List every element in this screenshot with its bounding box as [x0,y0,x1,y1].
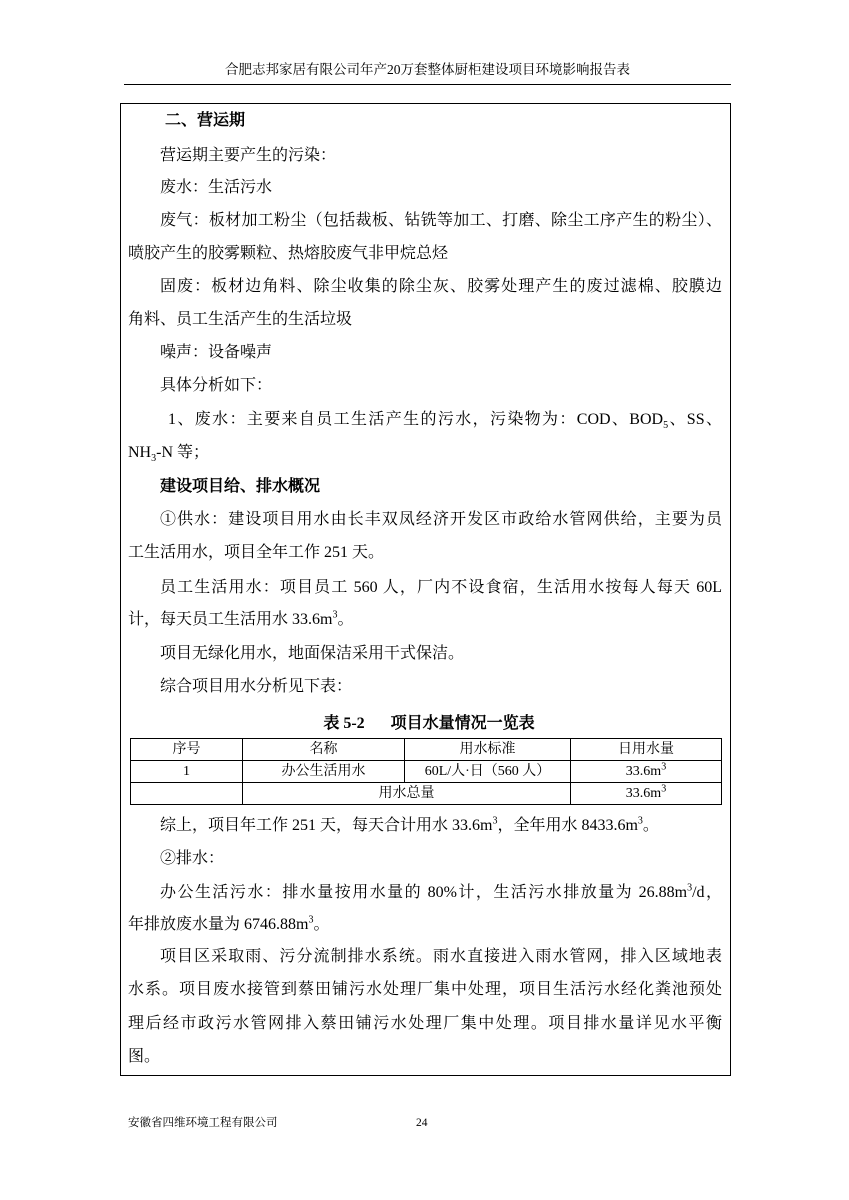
staff-water-text: 。 [337,611,354,628]
table-total-value [571,783,722,805]
subscript: 5 [663,420,669,432]
table-caption-title: 项目水量情况一览表 [390,715,535,732]
drainage-heading: ②排水： [160,850,225,867]
superscript: 3 [308,914,314,926]
wastewater-detail-text: NH [128,444,152,461]
table-header-cell: 名称 [243,739,405,761]
office-wastewater-text: /d， [692,884,722,901]
section-heading: 二、营运期 [165,112,246,129]
table-cell-standard: 60L/人·日（560 人） [405,761,571,783]
superscript: 3 [637,815,643,827]
water-usage-table [130,738,722,805]
office-wastewater-text: 年排放废水量为 6746.88m [128,916,309,933]
table-total-row [131,783,722,805]
daily-usage-value: 33.6m [625,763,662,779]
wastewater-line: 废水：生活污水 [160,179,273,196]
summary-text: 综上，项目年工作 251 天，每天合计用水 33.6m [160,817,493,834]
superscript: 3 [332,609,338,621]
staff-water-line-1: 员工生活用水：项目员工 560 人，厂内不设食宿，生活用水按每人每天 60L [160,579,722,596]
table-header-cell: 序号 [131,739,243,761]
table-cell-name: 办公生活用水 [243,761,405,783]
drainage-system-line-4: 图。 [128,1048,161,1065]
office-wastewater-text: 。 [313,916,330,933]
staff-water-text: 计，每天员工生活用水 33.6m [128,611,333,628]
subscript: 3 [151,453,157,465]
wastewater-detail-line-1 [168,410,722,430]
table-cell-index: 1 [131,761,243,783]
summary-text: ，全年用水 8433.6m [497,817,638,834]
drainage-system-line-2: 水系。项目废水接管到蔡田铺污水处理厂集中处理，项目生活污水经化粪池预处 [128,981,722,998]
solid-waste-line-1: 固废：板材边角料、除尘收集的除尘灰、胶雾处理产生的废过滤棉、胶膜边 [160,278,722,295]
superscript: 3 [661,782,667,794]
solid-waste-line-2: 角料、员工生活产生的生活垃圾 [128,311,353,328]
supply-line-1: ①供水：建设项目用水由长丰双凤经济开发区市政给水管网供给，主要为员 [160,511,722,528]
office-wastewater-line-2 [128,915,329,935]
table-cell-empty [131,783,243,805]
table-header-row [131,739,722,761]
table-total-label: 用水总量 [243,783,571,805]
table-intro: 综合项目用水分析见下表： [160,678,353,695]
pollution-intro: 营运期主要产生的污染： [160,147,337,164]
wastewater-detail-text: 、SS、 [668,411,722,428]
summary-line [160,816,659,836]
noise-line: 噪声：设备噪声 [160,344,273,361]
superscript: 3 [661,760,667,772]
analysis-intro: 具体分析如下： [160,377,273,394]
drainage-system-line-1: 项目区采取雨、污分流制排水系统。雨水直接进入雨水管网，排入区域地表 [160,948,722,965]
superscript: 3 [687,882,693,894]
table-caption-number: 表 5-2 [323,715,365,732]
wastewater-detail-text: -N 等； [156,444,209,461]
wastewater-detail-text: 1、废水：主要来自员工生活产生的污水，污染物为：COD、BOD [168,411,664,428]
staff-water-line-2 [128,610,353,630]
office-wastewater-text: 办公生活污水：排水量按用水量的 80%计，生活污水排放量为 26.88m [160,884,688,901]
footer-company: 安徽省四维环境工程有限公司 [128,1117,278,1129]
superscript: 3 [492,815,498,827]
water-overview-heading: 建设项目给、排水概况 [160,478,321,495]
table-row [131,761,722,783]
exhaust-gas-line-2: 喷胶产生的胶雾颗粒、热熔胶废气非甲烷总烃 [128,245,449,262]
table-caption [120,714,738,734]
greening-line: 项目无绿化用水，地面保洁采用干式保洁。 [160,645,465,662]
running-header-title: 合肥志邦家居有限公司年产20万套整体厨柜建设项目环境影响报告表 [225,62,630,77]
page-number: 24 [416,1117,428,1129]
summary-text: 。 [642,817,659,834]
table-header-cell: 用水标准 [405,739,571,761]
office-wastewater-line-1 [160,883,722,903]
table-header-cell: 日用水量 [571,739,722,761]
supply-line-2: 工生活用水，项目全年工作 251 天。 [128,544,385,561]
exhaust-gas-line-1: 废气：板材加工粉尘（包括裁板、钻铣等加工、打磨、除尘工序产生的粉尘）、 [160,212,722,229]
wastewater-detail-line-2 [128,443,209,463]
header-rule [124,84,731,85]
total-usage-value: 33.6m [625,785,662,801]
table-cell-daily-usage [571,761,722,783]
drainage-system-line-3: 理后经市政污水管网排入蔡田铺污水处理厂集中处理。项目排水量详见水平衡 [128,1015,722,1032]
